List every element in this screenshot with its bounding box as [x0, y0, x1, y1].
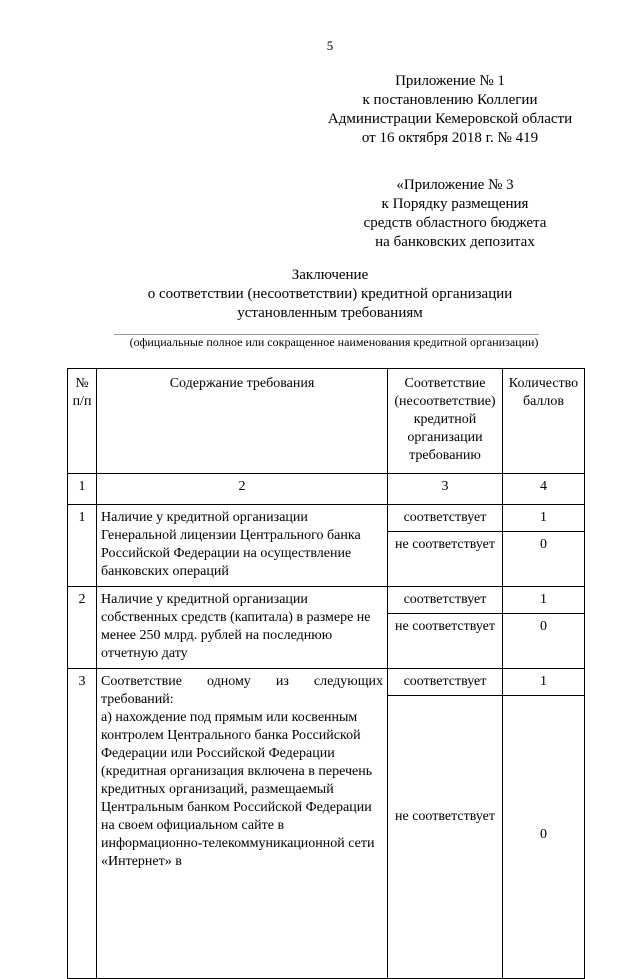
compliance-yes: соответствует	[388, 505, 503, 532]
row-number: 3	[68, 669, 97, 979]
table-row	[68, 587, 585, 614]
score-yes: 1	[503, 587, 585, 614]
table-header-row	[68, 369, 585, 474]
header-compliance: Соответствие (несоответствие) кредитной организации требованию	[388, 369, 503, 474]
column-number: 1	[68, 474, 97, 505]
appendix-1-line: Администрации Кемеровской области	[327, 111, 573, 127]
appendix-3-header	[350, 176, 560, 252]
title-line: установленным требованиям	[237, 305, 423, 321]
requirement-text-b: а) нахождение под прямым или косвенным контролем Центрального банка Российской Федерации или Российской Федерации (кредитная организация включена в перечень кредитных организаций, размещаемый Центральным банком Российской Федерации на своем официальном сайте в информационно-телекоммуникационной сети «Интернет» в	[101, 710, 375, 869]
appendix-3-line: к Порядку размещения	[381, 196, 529, 212]
score-yes: 1	[503, 669, 585, 696]
table-row	[68, 505, 585, 532]
header-num: № п/п	[68, 369, 97, 474]
requirements-table	[67, 368, 585, 979]
column-number: 2	[97, 474, 388, 505]
appendix-3-line: средств областного бюджета	[363, 215, 547, 231]
score-no: 0	[503, 614, 585, 669]
requirement-text-cell	[97, 669, 388, 979]
header-score: Количество баллов	[503, 369, 585, 474]
column-number: 3	[388, 474, 503, 505]
row-number: 1	[68, 505, 97, 587]
score-no: 0	[503, 696, 585, 979]
compliance-no: не соответствует	[388, 614, 503, 669]
appendix-3-line: «Приложение № 3	[396, 177, 514, 193]
appendix-1-line: Приложение № 1	[395, 73, 505, 89]
header-content: Содержание требования	[97, 369, 388, 474]
document-title	[0, 266, 640, 323]
compliance-yes: соответствует	[388, 587, 503, 614]
appendix-1-line: от 16 октября 2018 г. № 419	[361, 130, 539, 146]
compliance-no: не соответствует	[388, 696, 503, 979]
organization-name-caption: (официальные полное или сокращенное наименования кредитной организации)	[129, 335, 539, 349]
title-line: Заключение	[291, 267, 369, 283]
column-number-row	[68, 474, 585, 505]
appendix-3-line: на банковских депозитах	[375, 234, 535, 250]
score-no: 0	[503, 532, 585, 587]
compliance-no: не соответствует	[388, 532, 503, 587]
compliance-yes: соответствует	[388, 669, 503, 696]
score-yes: 1	[503, 505, 585, 532]
requirement-text: Соответствие одному из следующих требований:	[101, 674, 383, 707]
column-number: 4	[503, 474, 585, 505]
requirement-text: Наличие у кредитной организации Генеральной лицензии Центрального банка Российской Федерации на осуществление банковских операций	[97, 505, 388, 587]
appendix-1-line: к постановлению Коллегии	[362, 92, 538, 108]
title-line: о соответствии (несоответствии) кредитной организации	[147, 286, 513, 302]
row-number: 2	[68, 587, 97, 669]
page-number: 5	[326, 38, 334, 53]
table-row	[68, 669, 585, 696]
appendix-1-header	[320, 72, 580, 148]
requirement-text: Наличие у кредитной организации собственных средств (капитала) в размере не менее 250 млрд. рублей на последнюю отчетную дату	[97, 587, 388, 669]
